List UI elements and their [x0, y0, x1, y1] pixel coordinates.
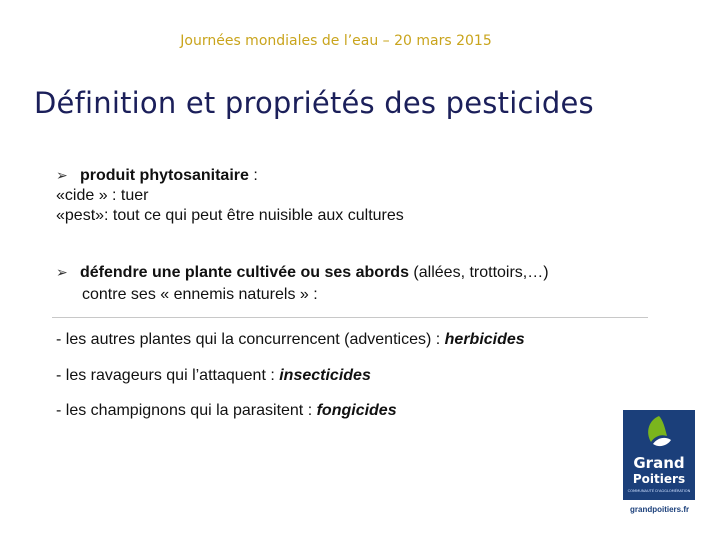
list-item-prefix: - les champignons qui la parasitent : [56, 402, 317, 419]
bullet-1-line-2: «cide » : tuer [56, 187, 149, 204]
list-item [56, 331, 525, 349]
bullet-1 [56, 166, 696, 226]
list-item [56, 402, 397, 420]
slide-title: Définition et propriétés des pesticides [34, 86, 594, 120]
bullet-1-term: produit phytosanitaire [80, 167, 249, 184]
bullet-2-rest: (allées, trottoirs,…) [408, 264, 549, 281]
bullet-1-line-1 [56, 166, 696, 186]
list-item-prefix: - les ravageurs qui l’attaquent : [56, 367, 280, 384]
bullet-2-line-2: contre ses « ennemis naturels » : [82, 286, 318, 303]
arrow-icon: ➢ [56, 168, 68, 184]
logo-url: grandpoitiers.fr [630, 505, 690, 514]
logo-tagline: COMMUNAUTÉ D'AGGLOMÉRATION [627, 489, 691, 493]
list-item-term: herbicides [444, 331, 525, 348]
bullet-1-line-3: «pest»: tout ce qui peut être nuisible aux cultures [56, 207, 404, 224]
bullet-2-line-1 [56, 262, 696, 284]
logo-line-1: Grand [633, 454, 685, 472]
bullet-2-strong: défendre une plante cultivée ou ses abords [80, 264, 409, 281]
bullet-1-term-suffix: : [248, 167, 258, 184]
arrow-icon: ➢ [56, 265, 68, 281]
list-item-term: fongicides [316, 402, 397, 419]
header-title: Journées mondiales de l’eau – 20 mars 2015 [180, 33, 492, 49]
grand-poitiers-logo [623, 410, 695, 500]
list-item-term: insecticides [279, 367, 371, 384]
bullet-2 [56, 262, 696, 306]
list-item-prefix: - les autres plantes qui la concurrencent (adventices) : [56, 331, 445, 348]
logo-line-2: Poitiers [632, 472, 686, 486]
list-item [56, 367, 371, 385]
separator [52, 317, 648, 318]
